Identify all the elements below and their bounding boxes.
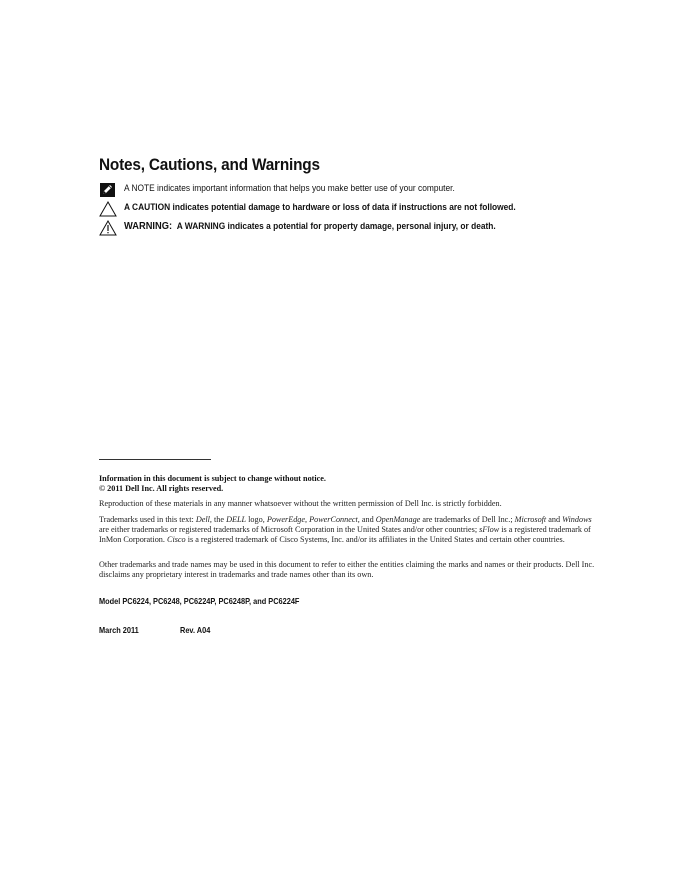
tm-sflow: sFlow [479, 525, 500, 535]
tm-text: Trademarks used in this text: [99, 515, 196, 524]
caution-text: A CAUTION indicates potential damage to hardware or loss of data if instructions are not followed. [124, 202, 516, 212]
tm-text: and [546, 515, 563, 524]
publication-date: March 2011 [99, 626, 139, 635]
caution-notice [99, 201, 516, 217]
copyright: © 2011 Dell Inc. All rights reserved. [99, 484, 224, 493]
reproduction-statement: Reproduction of these materials in any manner whatsoever without the written permission of Dell Inc. is strictly forbidden. [99, 499, 502, 508]
tm-powerconnect: PowerConnect [309, 515, 358, 524]
tm-text: are trademarks of Dell Inc.; [420, 515, 515, 524]
note-notice [99, 182, 455, 198]
tm-dell-logo: DELL [226, 515, 247, 524]
tm-poweredge: PowerEdge [266, 515, 306, 524]
warning-notice [99, 220, 496, 236]
tm-text: is a registered trademark of InMon Corporation. [99, 525, 591, 545]
pencil-note-icon [99, 182, 117, 198]
tm-text: is a registered trademark of Cisco Systems, Inc. and/or its affiliates in the United States and certain other countries. [185, 535, 565, 545]
page-title: Notes, Cautions, and Warnings [99, 156, 320, 174]
caution-triangle-icon [99, 201, 117, 217]
tm-dell: Dell [195, 515, 210, 524]
trademarks-paragraph [99, 515, 599, 546]
tm-text: , [305, 515, 310, 524]
warning-label: WARNING: [124, 221, 173, 232]
tm-text: , and [357, 515, 376, 524]
warning-triangle-icon [99, 220, 117, 236]
tm-text: are either trademarks or registered trademarks of Microsoft Corporation in the United States and/or other countries; [99, 525, 480, 535]
tm-windows: Windows [562, 515, 592, 524]
tm-text: , the [209, 515, 227, 524]
model-line: Model PC6224, PC6248, PC6224P, PC6248P, and PC6224F [99, 597, 300, 606]
footnote-divider [99, 459, 211, 460]
tm-cisco: Cisco [167, 535, 186, 545]
warning-text [124, 221, 496, 232]
tm-text: logo, [246, 515, 267, 524]
warning-body: A WARNING indicates a potential for property damage, personal injury, or death. [176, 221, 496, 231]
change-notice: Information in this document is subject to change without notice. [99, 474, 326, 483]
tm-openmanage: OpenManage [375, 515, 421, 524]
revision-label: Rev. A04 [180, 626, 211, 635]
note-text: A NOTE indicates important information that helps you make better use of your computer. [124, 183, 455, 193]
tm-microsoft: Microsoft [514, 515, 547, 524]
other-trademarks-paragraph: Other trademarks and trade names may be used in this document to refer to either the entities claiming the marks and names or their products. Dell Inc. disclaims any proprietary interest in trademarks and trade names other than its own. [99, 560, 595, 580]
